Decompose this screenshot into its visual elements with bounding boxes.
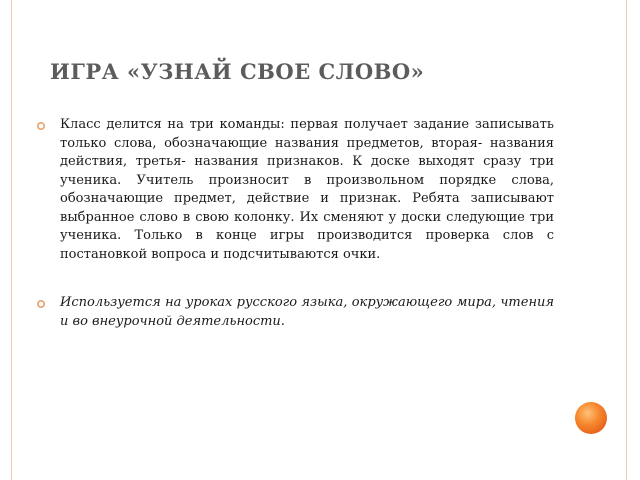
bullet-item-2 <box>36 294 554 331</box>
bullet-marker-icon <box>36 121 46 131</box>
slide-content <box>36 116 554 331</box>
bullet-text-2: Используется на уроках русского языка, окружающего мира, чтения и во внеурочной деятельности. <box>60 295 554 329</box>
bullet-marker-icon <box>36 299 46 309</box>
bullet-text-1: Класс делится на три команды: первая получает задание записывать только слова, обозначающие названия предметов, вторая- названия действия, третья- названия признаков. К доске выходят сразу три ученика. Учитель произносит в произвольном порядке слова, обозначающие предмет, действие и признак. Ребята записывают выбранное слово в свою колонку. Их сменяют у доски следующие три ученика. Только в конце игры производится проверка слов с постановкой вопроса и подсчитываются очки. <box>60 117 554 262</box>
slide-title: ИГРА «УЗНАЙ СВОЕ СЛОВО» <box>50 59 425 84</box>
spacer <box>36 264 554 294</box>
orange-ball-icon <box>574 401 608 435</box>
bullet-item-1 <box>36 116 554 264</box>
